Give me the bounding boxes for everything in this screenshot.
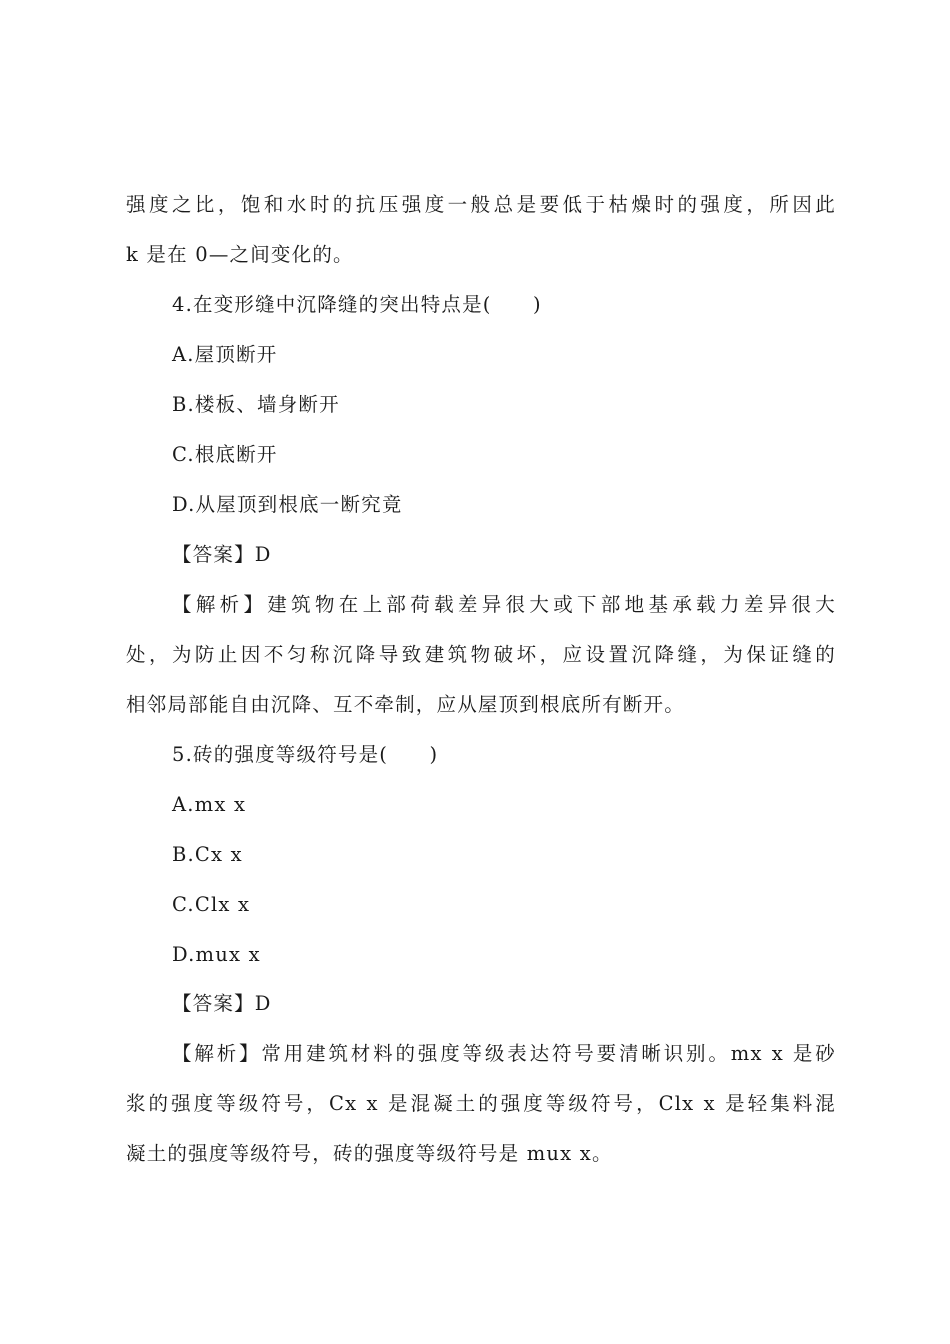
q5-analysis-line-2: 浆的强度等级符号，Cx x 是混凝土的强度等级符号，Clx x 是轻集料混 — [126, 1092, 836, 1115]
q5-option-a: A.mx x — [172, 793, 247, 816]
q5-answer: 【答案】D — [172, 992, 272, 1015]
continuation-line-1: 强度之比，饱和水时的抗压强度一般总是要低于枯燥时的强度，所因此 — [126, 193, 836, 216]
q5-option-c: C.Clx x — [172, 893, 251, 916]
q5-analysis-line-3: 凝土的强度等级符号，砖的强度等级符号是 mux x。 — [126, 1142, 613, 1165]
q4-option-c: C.根底断开 — [172, 443, 278, 466]
q4-option-a: A.屋顶断开 — [172, 343, 278, 366]
continuation-line-2: k 是在 0—之间变化的。 — [126, 243, 354, 266]
question-4: 4.在变形缝中沉降缝的突出特点是( ) — [172, 293, 542, 316]
q4-option-d: D.从屋顶到根底一断究竟 — [172, 493, 403, 516]
q5-analysis-line-1: 【解析】常用建筑材料的强度等级表达符号要清晰识别。mx x 是砂 — [172, 1042, 836, 1065]
q4-option-b: B.楼板、墙身断开 — [172, 393, 340, 416]
q4-answer: 【答案】D — [172, 543, 272, 566]
q4-analysis-line-2: 处，为防止因不匀称沉降导致建筑物破坏，应设置沉降缝，为保证缝的 — [126, 643, 836, 666]
q4-analysis-line-1: 【解析】建筑物在上部荷载差异很大或下部地基承载力差异很大 — [172, 593, 836, 616]
q5-option-b: B.Cx x — [172, 843, 243, 866]
question-5: 5.砖的强度等级符号是( ) — [172, 743, 439, 766]
q4-analysis-line-3: 相邻局部能自由沉降、互不牵制，应从屋顶到根底所有断开。 — [126, 693, 685, 716]
q5-option-d: D.mux x — [172, 943, 261, 966]
